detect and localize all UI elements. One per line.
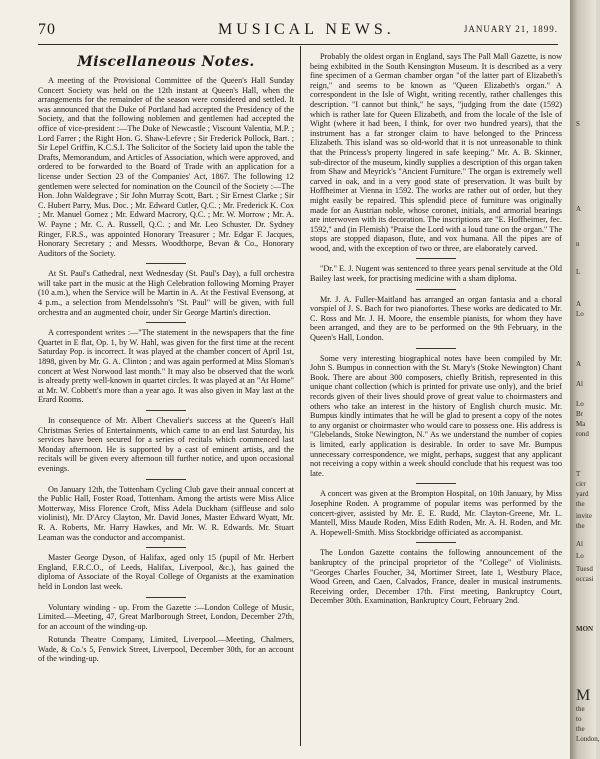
spine-fragment: T (576, 470, 581, 478)
spine-fragment: Tuesd (576, 565, 593, 573)
spine-fragment: Lo (576, 400, 584, 408)
article-paragraph: Voluntary winding - up. From the Gazette :—London College of Music, Limited.—Meeting, 47, Great Marlborough Street, London, December 27th, for an account of the winding-up. (38, 602, 294, 631)
spine-fragment: to (576, 715, 582, 723)
spine-fragment: rond (576, 430, 589, 438)
spine-fragment: Lo (576, 310, 584, 318)
article-separator (146, 597, 186, 598)
page-number: 70 (38, 21, 56, 38)
spine-fragment: yard (576, 490, 589, 498)
article-separator (146, 547, 186, 548)
spine-fragment: MON (576, 625, 594, 633)
article-separator (416, 289, 456, 290)
section-heading: Miscellaneous Notes. (77, 54, 255, 70)
spine-fragment: n (576, 240, 580, 248)
spine-fragment: Al (576, 540, 583, 548)
spine-fragment: invite (576, 512, 592, 520)
article-separator (146, 410, 186, 411)
spine-fragment: A (576, 205, 582, 213)
spine-fragment: A (576, 360, 582, 368)
spine-fragment: occasi (576, 575, 594, 583)
article-paragraph: A concert was given at the Brompton Hospital, on 10th January, by Miss Josephine Roden. A programme of popular items was performed by the concert-giver, assisted by Mr. E. E. Rudd, Mr. Clayton-Greene, Mr. L. Mantell, Miss Maude Roden, Miss Edith Roden, Mr. A. H. Roden, and Mr. A. Hopewell-Smith. Miss Stockbridge officiated as accompanist. (310, 489, 562, 537)
article-separator (416, 483, 456, 484)
spine-fragment: the (576, 522, 585, 530)
spine-fragment: L (576, 268, 581, 276)
article-paragraph: "Dr." E. J. Nugent was sentenced to three years penal servitude at the Old Bailey last week, for practising medicine with a sham diploma. (310, 264, 562, 284)
spine-fragment: Ma (576, 420, 586, 428)
spine-fragment: A (576, 300, 582, 308)
issue-date: JANUARY 21, 1899. (463, 24, 558, 34)
article-separator (416, 258, 456, 259)
article-paragraph: In consequence of Mr. Albert Chevalier's success at the Queen's Hall Christmas Series of Entertainments, which came to an end last Saturday, his services have been secured for a series of recitals which commenced last Monday afternoon. He is supported by a cast of eminent artists, and the recitals will be given every afternoon till further notice, and upon occasional evenings. (38, 416, 294, 473)
article-separator (416, 348, 456, 349)
left-column (38, 50, 294, 668)
article-paragraph: On January 12th, the Tottenham Cycling Club gave their annual concert at the Public Hall, Foster Road, Tottenham. Among the artists were Miss Alice Motterway, Miss Florence Croft, Miss Adela Duckham (siffleuse and solo violinist), Mr. D'Arcy Clayton, Mr. David Jones, Master Edward Wyatt, Mr. R. A. Roberts, Mr. Harry Hawkes, and Mr. W. R. Edwards. Mr. Stuart Leaman was the conductor and accompanist. (38, 484, 294, 542)
spine-fragment: cirr (576, 480, 586, 488)
article-paragraph: The London Gazette contains the following announcement of the bankruptcy of the principal proprietor of the "College" of Violinists. "Georges Charles Foucher, 34, Mortimer Street, late 1, Westbury Place, Wood Green, and Caen, Calvados, France, dealer in musical instruments. Receiving order, December 17th. First meeting, Bankruptcy Court, December 30th. Examination, Bankruptcy Court, February 2nd. (310, 548, 562, 606)
article-separator (146, 322, 186, 323)
spine-fragment: the (576, 725, 585, 733)
article-paragraph: Mr. J. A. Fuller-Maitland has arranged an organ fantasia and a choral vorspiel of J. S. Bach for two pianofortes. These works are dedicated to Mr. C. Ross and Mr. J. H. Moore, the ensemble pianists, for whom they have been arranged, and they are to be performed on the 9th February, in the Queen's Hall, London. (310, 294, 562, 343)
spine-fragment: S (576, 120, 580, 128)
article-paragraph: At St. Paul's Cathedral, next Wednesday (St. Paul's Day), a full orchestra will take part in the music at the High Celebration following Morning Prayer (10 a.m.), when the Service will be Martin in A. At the Festival Evensong, at 4 p.m., a selection from Mendelssohn's "St. Paul" will be given, with full orchestra and an augmented choir, under Sir George Martin's direction. (38, 269, 294, 317)
article-paragraph: Probably the oldest organ in England, says The Pall Mall Gazette, is now being exhibited in the South Kensington Museum. It is described as a very fine specimen of a German chamber organ "of the latter part of Elizabeth's reign," and seems to be known as "Queen Elizabeth's organ." A correspondent in the Isle of Wight, writing recently, rather challenges this description. "I cannot but think," he says, "judging from the date (1592) which is rather late for Queen Elizabeth, and from the locale of the Isle of Wight (where it had been, I think, for over two hundred years), that the instrument has a far stronger claim to have belonged to the Princess Elizabeth. This island was so old-world that it is not unreasonable to think that the Princess's property lingered in safe keeping." Mr. A. B. Skinner, sub-director of the museum, kindly supplies a description of this organ taken from Shaw and Meyrick's "Ancient Furniture." The organ is extremely well carved in oak, and in a very good state of preservation. It was built by Hoffheimer at Vienna in 1592. The works are rather out of order, but they might easily be repaired. This splendid piece of furniture was originally made for an Austrian noble, whose coronet, initials, and armorial bearings are interwoven with its decoration. The inscriptions are "E. Hoffheimer, fec. 1592," and (in Flemish) "Praise the Lord with a loud tune on the organ." The stops are stopped diapason, flute, and vox humana. All the pipes are of wood, and, with the exception of two or three, are elaborately carved. (310, 52, 562, 253)
header-rule (38, 44, 558, 45)
article-paragraph: Master George Dyson, of Halifax, aged only 15 (pupil of Mr. Herbert England, F.R.C.O., of Leeds, Halifax, Liverpool, &c.), has gained the diploma of Associate of the Royal College of Organists at the examination held in London last week. (38, 553, 294, 591)
page-header (38, 18, 558, 42)
adjacent-page-edge (570, 0, 600, 759)
spine-fragment: Al (576, 380, 583, 388)
spine-fragment: the (576, 705, 585, 713)
article-paragraph: Rotunda Theatre Company, Limited, Liverpool.—Meeting, Chalmers, Wade, & Co.'s 5, Fenwick Street, Liverpool, December 30th, for an account of the winding-up. (38, 635, 294, 664)
spine-fragment: the (576, 500, 585, 508)
article-paragraph: A meeting of the Provisional Committee of the Queen's Hall Sunday Concert Society was held on the 12th instant at Queen's Hall, when the arrangements for the remainder of the season were considered and settled. It was announced that the Duke of Portland had accepted the Presidency of the Society, and that the following noblemen and gentlemen had accepted the office of vice-president :—The Duke of Newcastle ; Viscount Valentia, M.P. ; Lord Farrer ; the Right Hon. G. Shaw-Lefevre ; Sir Frederick Pollock, Bart. ; Sir Lepel Griffin, K.C.S.I. The Solicitor of the Society laid upon the table the Drafts, Memorandum, and Articles of Association, which were approved, and ordered to be forwarded to the Board of Trade with an application for a license under Section 23 of the Companies' Act, 1867. The following 12 gentlemen were selected for nomination on the Council of the Society :—The Hon. John Waldegrave ; Sir John Murray Scott, Bart. ; Sir Ernest Clarke ; Sir C. Hubert Parry, Mus. Doc. ; Mr. Edward Cutler, Q.C. ; Mr. Frederick K. Cox ; Mr. Manuel Gomez ; Mr. Edward Macrory, Q.C. ; Mr. W. Morrow ; Mr. A. W. Payne ; Mr. C. A. Russell, Q.C. ; and Mr. Leo Schuster. Dr. Sydney Ringer, F.R.S., was appointed Honorary Treasurer ; Mr. Edgar F. Jacques, Honorary Secretary ; and Messrs. Woodthorpe, Bevan & Co., Honorary Auditors of the Society. (38, 76, 294, 258)
journal-title: MUSICAL NEWS. (218, 21, 395, 38)
spine-fragment: Lo (576, 552, 584, 560)
right-column (310, 50, 562, 610)
article-paragraph: A correspondent writes :—"The statement in the newspapers that the fine Quartet in E flat, Op. 1, by W. Hahl, was given for the first time at the recent Saturday Pop. is incorrect. It was played at the chamber concert of April 1st, 1898, given by Mr. G. A. Clinton ; and was again performed at Miss Sloman's concert at West Norwood last month." It may also be observed that the work is already pretty well-known in quartet circles. It was played at an "At Home" at Mr. W. Cobbett's more than a year ago. It was also given in May last at the Erard Rooms. (38, 328, 294, 405)
article-separator (146, 263, 186, 264)
spine-fragment: London, (576, 735, 600, 743)
article-paragraph: Some very interesting biographical notes have been compiled by Mr. John S. Bumpus in connection with the St. Mary's (Stoke Newington) Chant Book. There are about 300 composers, chiefly British, represented in this unique chant collection (which is printed for private use only), and the brief records given of their lives should prove of great value to choirmasters and others who take an interest in the history of English church music. Mr. Bumpus kindly intimates that he will be glad to present a copy of the notes to any organist or choirmaster who would care to possess one. His address is "Glebelands, Stoke Newington, N." As we understand the number of copies is limited, early application is desirable. In order to save Mr. Bumpus unnecessary correspondence, we might, perhaps, suggest that any applicant not receiving a copy within a week should conclude that his request was too late. (310, 353, 562, 478)
spine-fragment: M (576, 687, 591, 704)
article-separator (416, 542, 456, 543)
column-divider (300, 46, 301, 746)
spine-fragment: Br (576, 410, 583, 418)
article-separator (146, 479, 186, 480)
